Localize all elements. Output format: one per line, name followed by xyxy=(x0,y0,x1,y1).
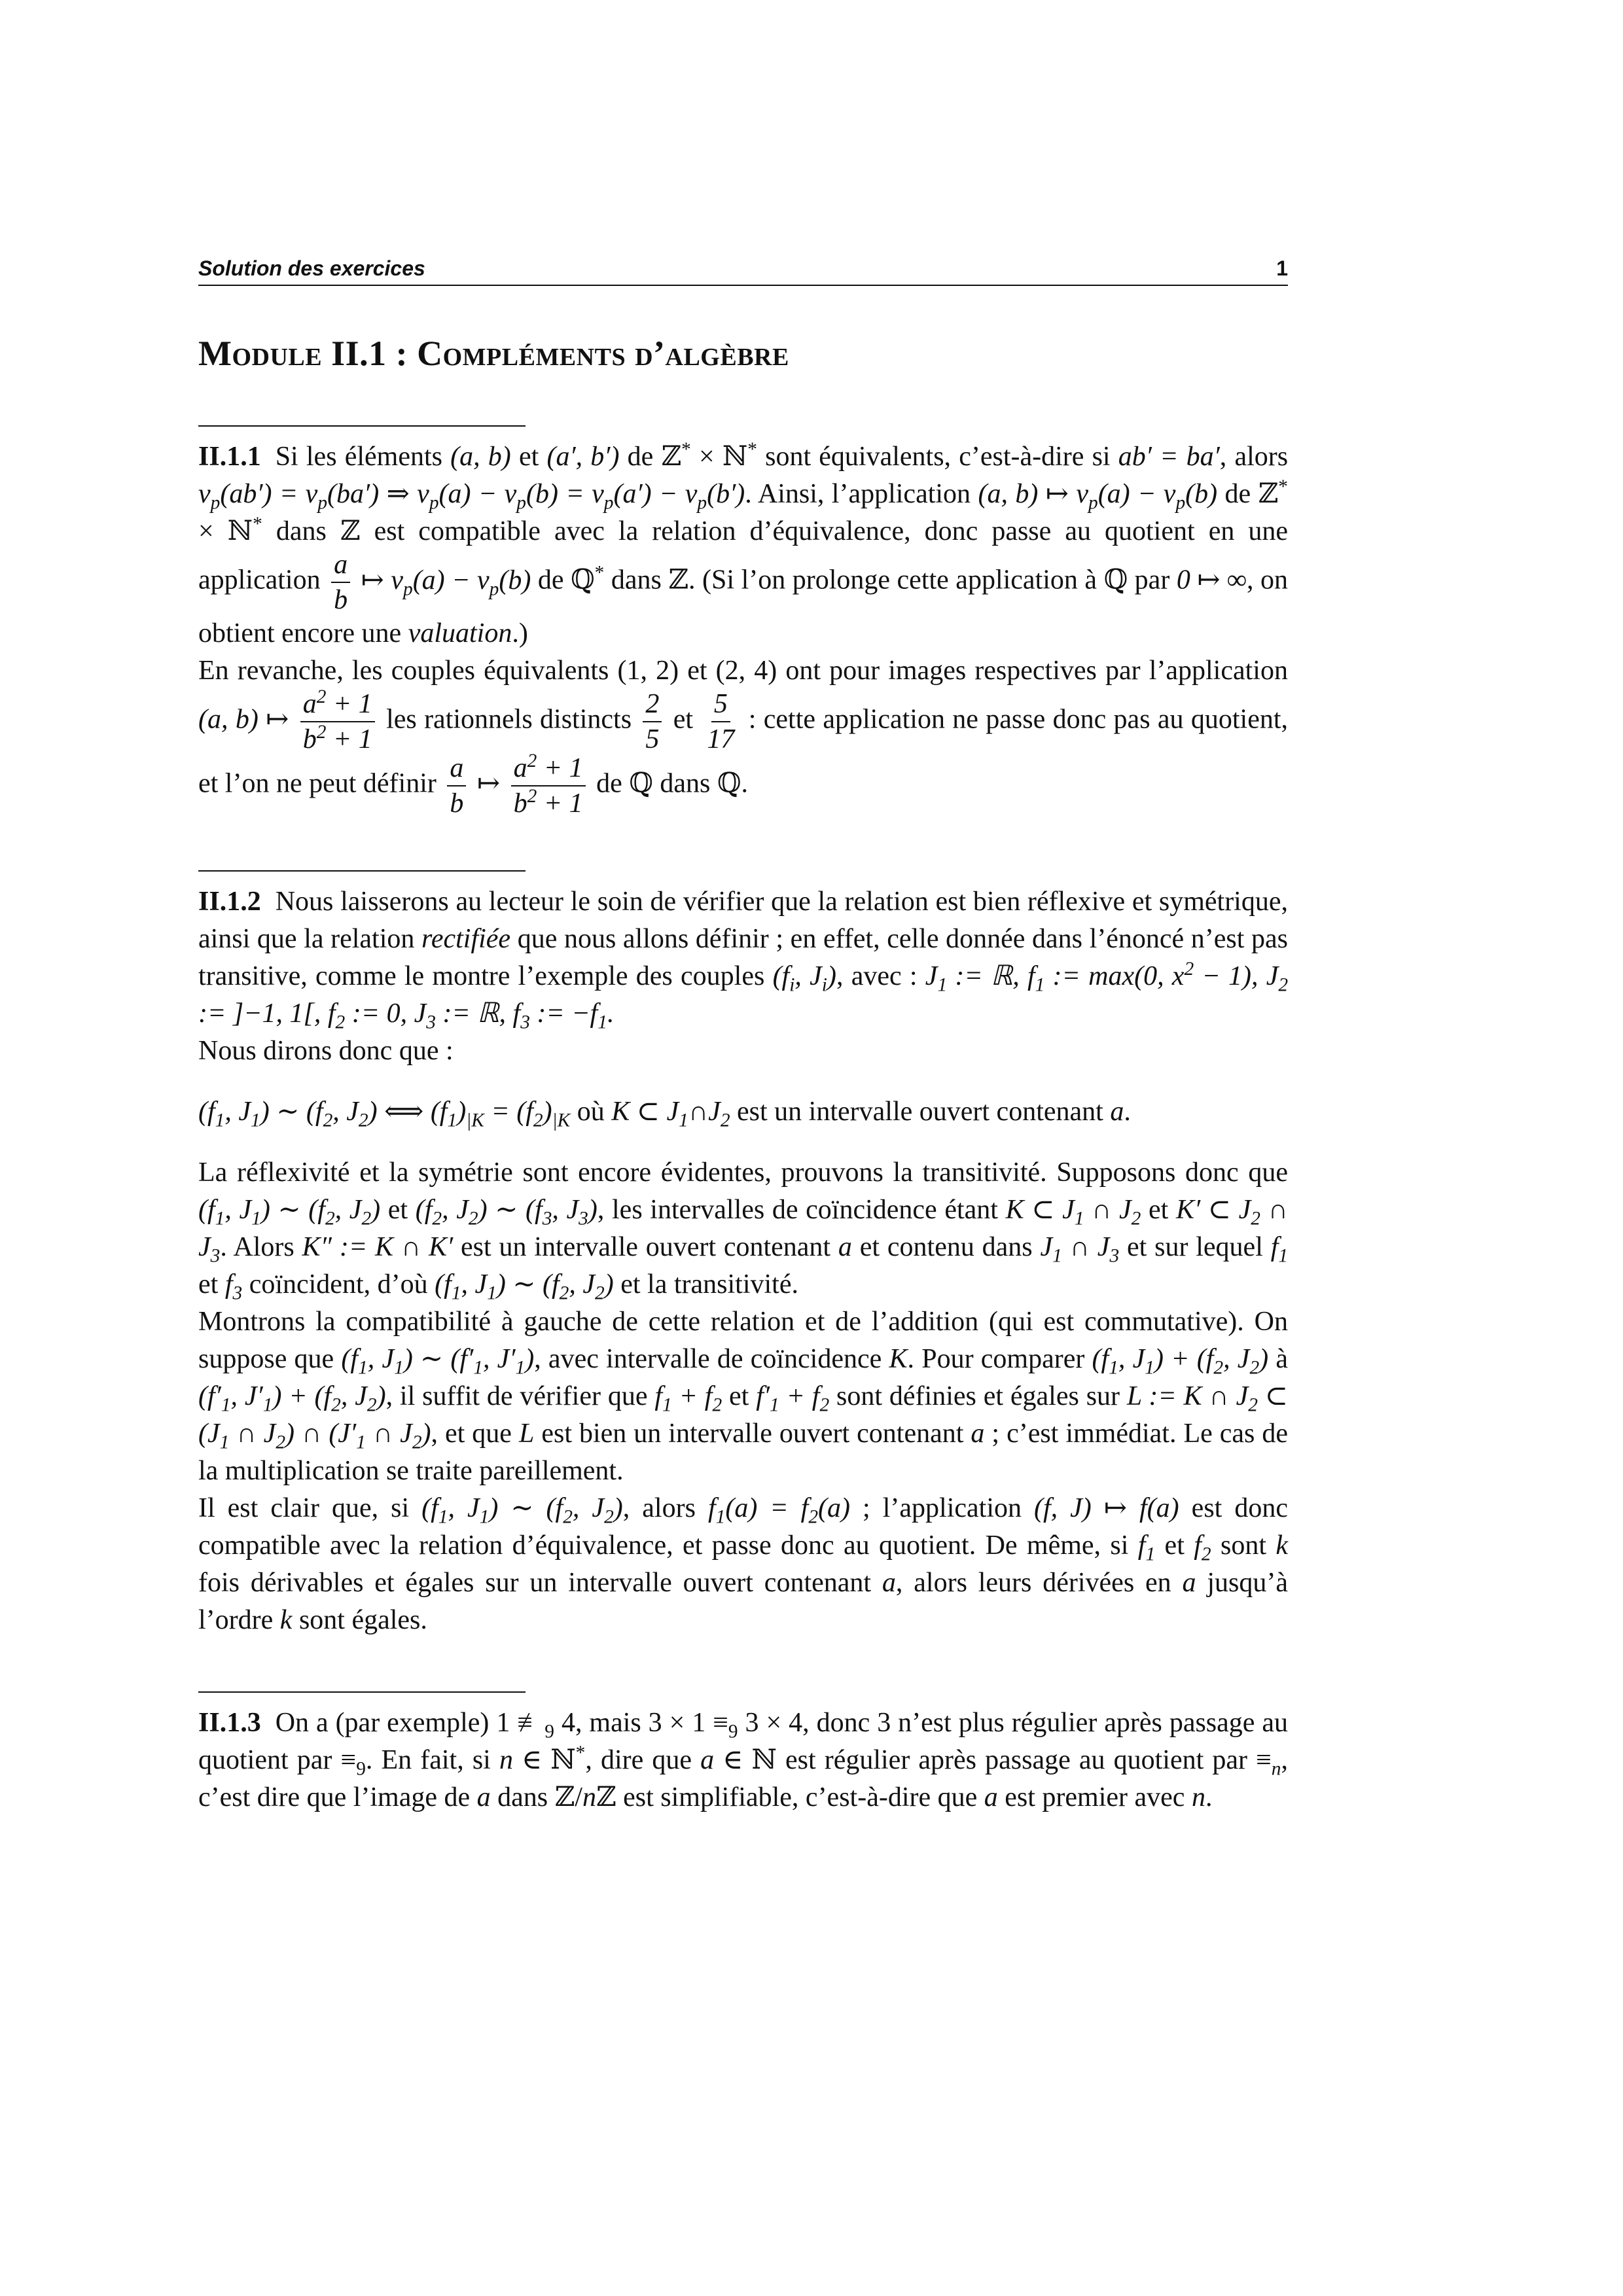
running-title: Solution des exercices xyxy=(198,256,425,280)
exercise-paragraph: II.1.3 On a (par exemple) 1 $≢_9$ 4, mais $3 \times 1 \equiv_9$ 3 × 4, donc 3 n’est plus régulier après passage au quotient par $\equiv_9$. En fait, si n ∈ ℕ*, dire que a ∈ ℕ est régulier après passage au quotient par $\equiv_n$, c’est dire que l’image de a dans ℤ/nℤ est simplifiable, c’est-à-dire que a est premier avec n. xyxy=(198,1707,1289,1812)
exercise-rule xyxy=(198,870,526,872)
module-title: Module II.1 : Compléments d’algèbre xyxy=(198,334,789,373)
exercise-paragraph: II.1.2 Nous laisserons au lecteur le soin de vérifier que la relation est bien réflexive et symétrique, ainsi que la relation rectifiée que nous allons définir ; en effet, celle donnée dans l’énoncé n’est pas transitive, comme le montre l’exemple des couples ($f_i$, $J_i$), avec : $J_1$ := ℝ, $f_1$ := max(0, $x^2 - 1$), $J_2$ := ]−1, 1[, $f_2$ := 0, $J_3$ := ℝ, $f_3$ := $-f_1$. xyxy=(198,886,1289,1033)
exercise-paragraph: Nous dirons donc que : xyxy=(198,1035,454,1066)
exercise-II-1-3 xyxy=(198,1691,1288,1816)
exercise-paragraph: Il est clair que, si ($f_1$, $J_1$) ∼ ($f_2$, $J_2$), alors $f_1(a) = f_2(a)$ ; l’application (f, J) ↦ f(a) est donc compatible avec la relation d’équivalence, et passe donc au quotient. De même, si $f_1$ et $f_2$ sont k fois dérivables et égales sur un intervalle ouvert contenant a, alors leurs dérivées en a jusqu’à l’ordre k sont égales. xyxy=(198,1492,1289,1635)
exercise-paragraph: La réflexivité et la symétrie sont encore évidentes, prouvons la transitivité. Supposons donc que ($f_1$, $J_1$) ∼ ($f_2$, $J_2$) et ($f_2$, $J_2$) ∼ ($f_3$, $J_3$), les intervalles de coïncidence étant K ⊂ $J_1$ ∩ $J_2$ et K′ ⊂ $J_2$ ∩ $J_3$. Alors K″ := K ∩ K′ est un intervalle ouvert contenant a et contenu dans $J_1$ ∩ $J_3$ et sur lequel $f_1$ et $f_3$ coïncident, d’où ($f_1$, $J_1$) ∼ ($f_2$, $J_2$) et la transitivité. xyxy=(198,1157,1289,1304)
display-equation: ($f_1$, $J_1$) ∼ ($f_2$, $J_2$) ⟺ $(f_1)_{|K} = (f_2)_{|K}$ où K ⊂ $J_1\cap J_2$ est un intervalle ouvert contenant a. xyxy=(198,1096,1131,1131)
exercise-II-1-1 xyxy=(198,425,1288,818)
exercise-number: II.1.3 xyxy=(198,1707,261,1738)
exercise-II-1-2 xyxy=(198,870,1288,1639)
exercise-paragraph: Montrons la compatibilité à gauche de cette relation et de l’addition (qui est commutative). On suppose que ($f_1$, $J_1$) ∼ ($f'_1$, $J'_1$), avec intervalle de coïncidence K. Pour comparer ($f_1$, $J_1) + (f_2$, $J_2$) à ($f'_1$, $J'_1) + (f_2$, $J_2$), il suffit de vérifier que $f_1 + f_2$ et $f'_1 + f_2$ sont définies et égales sur L := K ∩ $J_2$ ⊂ ($J_1$ ∩ $J_2$) ∩ ($J'_1$ ∩ $J_2$), et que L est bien un intervalle ouvert contenant a ; c’est immédiat. Le cas de la multiplication se traite pareillement. xyxy=(198,1306,1289,1486)
exercise-number: II.1.2 xyxy=(198,886,261,917)
exercise-number: II.1.1 xyxy=(198,442,261,472)
page xyxy=(198,256,1288,1816)
page-number: 1 xyxy=(1276,256,1288,280)
exercise-paragraph: II.1.1 Si les éléments (a, b) et (a′, b′) de ℤ* × ℕ* sont équivalents, c’est-à-dire si ab′ = ba′, alors $v_p(ab') = v_p(ba')$ ⇒ $v_p(a) - v_p(b) = v_p(a') - v_p(b')$. Ainsi, l’application (a, b) ↦ $v_p(a) - v_p(b)$ de ℤ* × ℕ* dans ℤ est compatible avec la relation d’équivalence, donc passe au quotient en une application $\frac{a}{b}$ ↦ $v_p(a) - v_p(b)$ de ℚ* dans ℤ. (Si l’on prolonge cette application à ℚ par 0 ↦ ∞, on obtient encore une valuation.) xyxy=(198,439,1289,648)
exercise-paragraph: En revanche, les couples équivalents (1, 2) et (2, 4) ont pour images respectives par l’application (a, b) ↦ $\frac{a^2 + 1}{b^2 + 1}$ les rationnels distincts $\frac{2}{5}$ et $\frac{5}{17}$ : cette application ne passe donc pas au quotient, et l’on ne peut définir $\frac{a}{b}$ ↦ $\frac{a^2 + 1}{b^2 + 1}$ de ℚ dans ℚ. xyxy=(198,655,1289,819)
running-head xyxy=(198,256,1288,286)
exercise-rule xyxy=(198,425,526,427)
exercise-rule xyxy=(198,1691,526,1693)
